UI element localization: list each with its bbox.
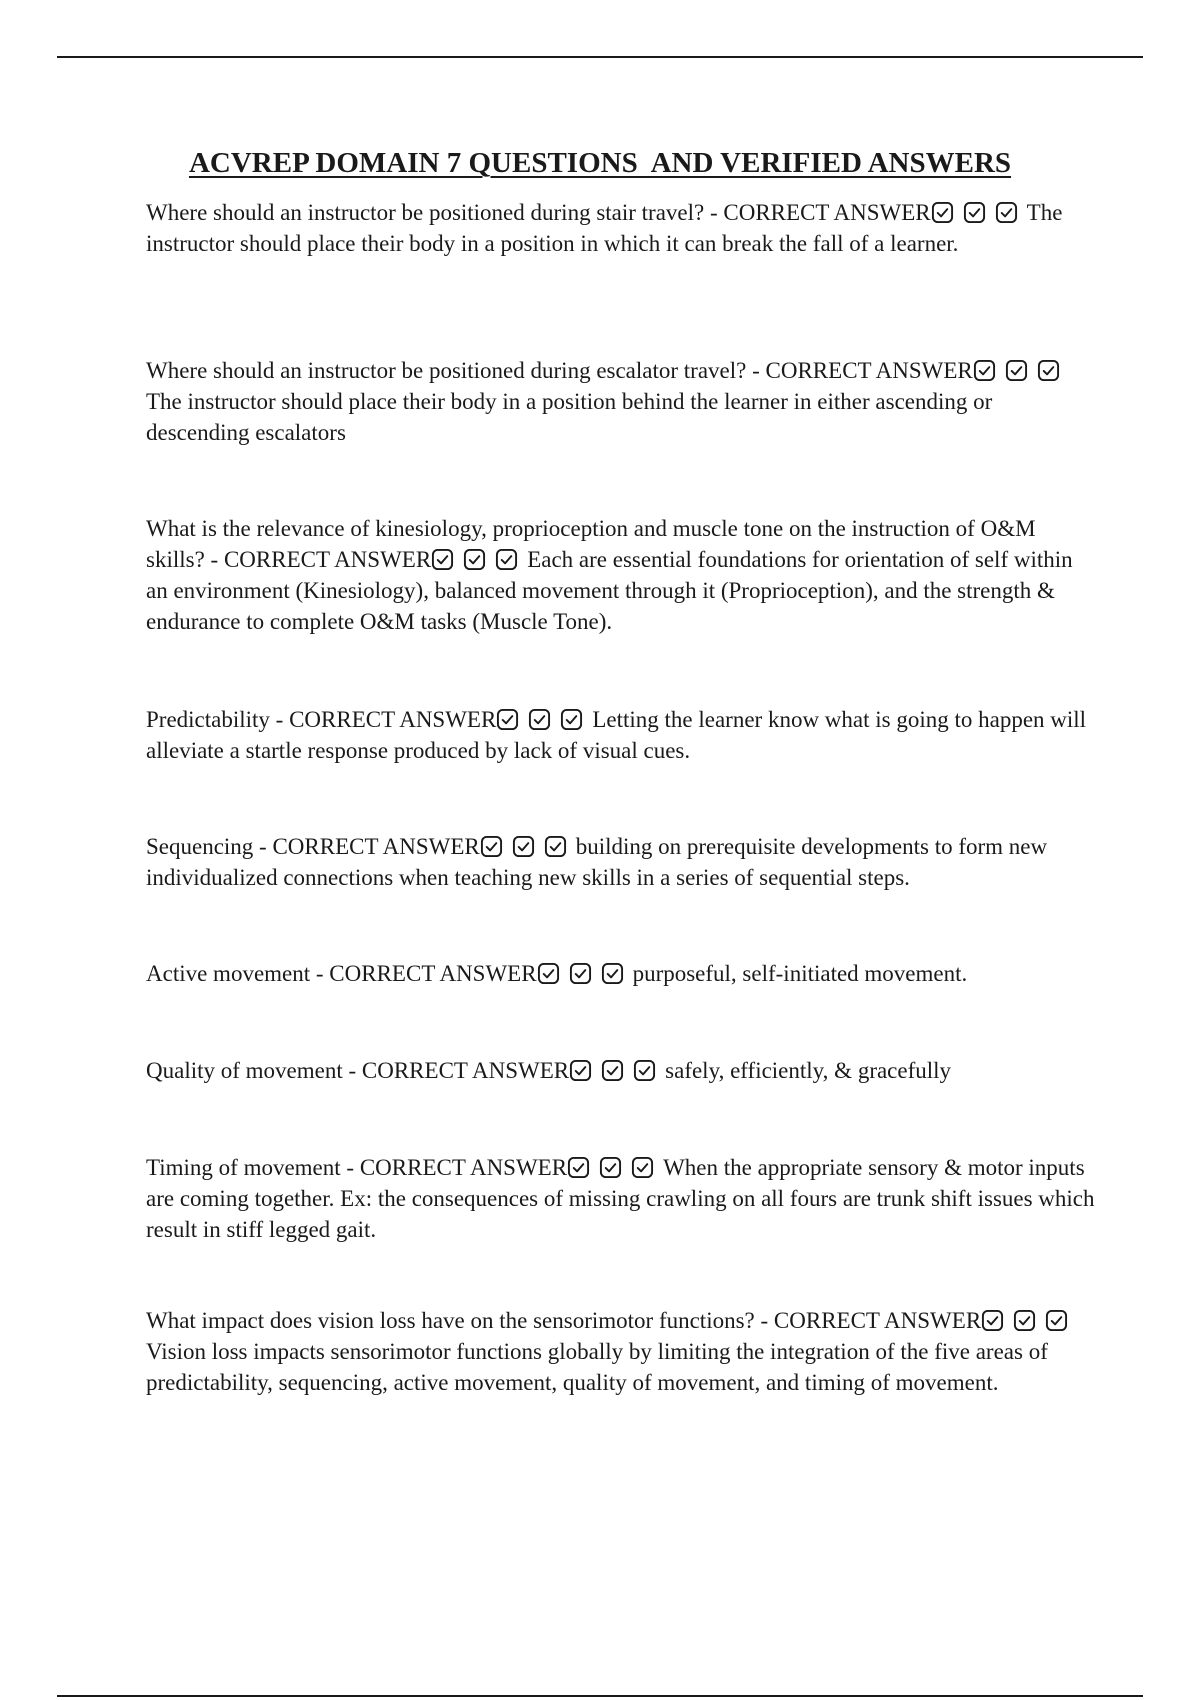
qa-item-3	[146, 513, 1096, 637]
question-text: Active movement - CORRECT ANSWER	[146, 961, 537, 986]
question-text: What impact does vision loss have on the sensorimotor functions? - CORRECT ANSWER	[146, 1308, 982, 1333]
checkbox-check-icon	[480, 835, 503, 858]
qa-item-4	[146, 704, 1096, 766]
answer-text: Each are essential foundations for orientation of self within an environment (Kinesiology), balanced movement through it (Proprioception), and the strength & endurance to complete O&M tasks (Muscle Tone).	[146, 547, 1073, 634]
answer-text: Vision loss impacts sensorimotor functions globally by limiting the integration of the five areas of predictability, sequencing, active movement, quality of movement, and timing of movement.	[146, 1339, 1048, 1395]
checkbox-check-icon	[599, 1156, 622, 1179]
checkbox-check-icon	[496, 708, 519, 731]
checkbox-check-icon	[537, 962, 560, 985]
qa-item-8	[146, 1152, 1096, 1245]
answer-text: The instructor should place their body in a position behind the learner in either ascending or descending escalators	[146, 389, 993, 445]
checkbox-check-icon	[633, 1059, 656, 1082]
checkbox-check-icon	[995, 201, 1018, 224]
checkbox-check-icon	[495, 548, 518, 571]
checkbox-check-icon	[981, 1309, 1004, 1332]
checkbox-check-icon	[463, 548, 486, 571]
checkbox-check-icon	[631, 1156, 654, 1179]
checkbox-check-icon	[601, 962, 624, 985]
checkbox-check-icon	[512, 835, 535, 858]
question-text: Quality of movement - CORRECT ANSWER	[146, 1058, 570, 1083]
answer-text: Letting the learner know what is going to happen will alleviate a startle response produced by lack of visual cues.	[146, 707, 1087, 763]
checkbox-check-icon	[1005, 359, 1028, 382]
checkbox-check-icon	[569, 962, 592, 985]
question-text: Where should an instructor be positioned during stair travel? - CORRECT ANSWER	[146, 200, 931, 225]
answer-text: When the appropriate sensory & motor inputs are coming together. Ex: the consequences of missing crawling on all fours are trunk shift issues which result in stiff legged gait.	[146, 1155, 1095, 1242]
checkbox-check-icon	[560, 708, 583, 731]
checkbox-check-icon	[544, 835, 567, 858]
qa-item-6	[146, 958, 1096, 989]
checkbox-check-icon	[569, 1059, 592, 1082]
qa-item-7	[146, 1055, 1096, 1086]
question-text: What is the relevance of kinesiology, proprioception and muscle tone on the instruction of O&M skills? - CORRECT ANSWER	[146, 516, 1036, 572]
top-divider	[57, 56, 1143, 58]
qa-item-2	[146, 355, 1096, 448]
checkbox-check-icon	[528, 708, 551, 731]
bottom-divider	[57, 1695, 1143, 1697]
qa-item-5	[146, 831, 1096, 893]
question-text: Where should an instructor be positioned during escalator travel? - CORRECT ANSWER	[146, 358, 973, 383]
answer-text: safely, efficiently, & gracefully	[665, 1058, 952, 1083]
checkbox-check-icon	[567, 1156, 590, 1179]
document-title: ACVREP DOMAIN 7 QUESTIONS AND VERIFIED ANSWERS	[188, 147, 1012, 179]
checkbox-check-icon	[601, 1059, 624, 1082]
question-text: Timing of movement - CORRECT ANSWER	[146, 1155, 568, 1180]
answer-text: The instructor should place their body in a position in which it can break the fall of a learner.	[146, 200, 1063, 256]
qa-item-9	[146, 1305, 1096, 1398]
qa-item-1	[146, 197, 1096, 259]
checkbox-check-icon	[931, 201, 954, 224]
checkbox-check-icon	[1037, 359, 1060, 382]
answer-text: purposeful, self-initiated movement.	[632, 961, 968, 986]
question-text: Sequencing - CORRECT ANSWER	[146, 834, 480, 859]
answer-text: building on prerequisite developments to form new individualized connections when teaching new skills in a series of sequential steps.	[146, 834, 1048, 890]
question-text: Predictability - CORRECT ANSWER	[146, 707, 497, 732]
checkbox-check-icon	[963, 201, 986, 224]
checkbox-check-icon	[431, 548, 454, 571]
checkbox-check-icon	[1013, 1309, 1036, 1332]
checkbox-check-icon	[1045, 1309, 1068, 1332]
checkbox-check-icon	[973, 359, 996, 382]
